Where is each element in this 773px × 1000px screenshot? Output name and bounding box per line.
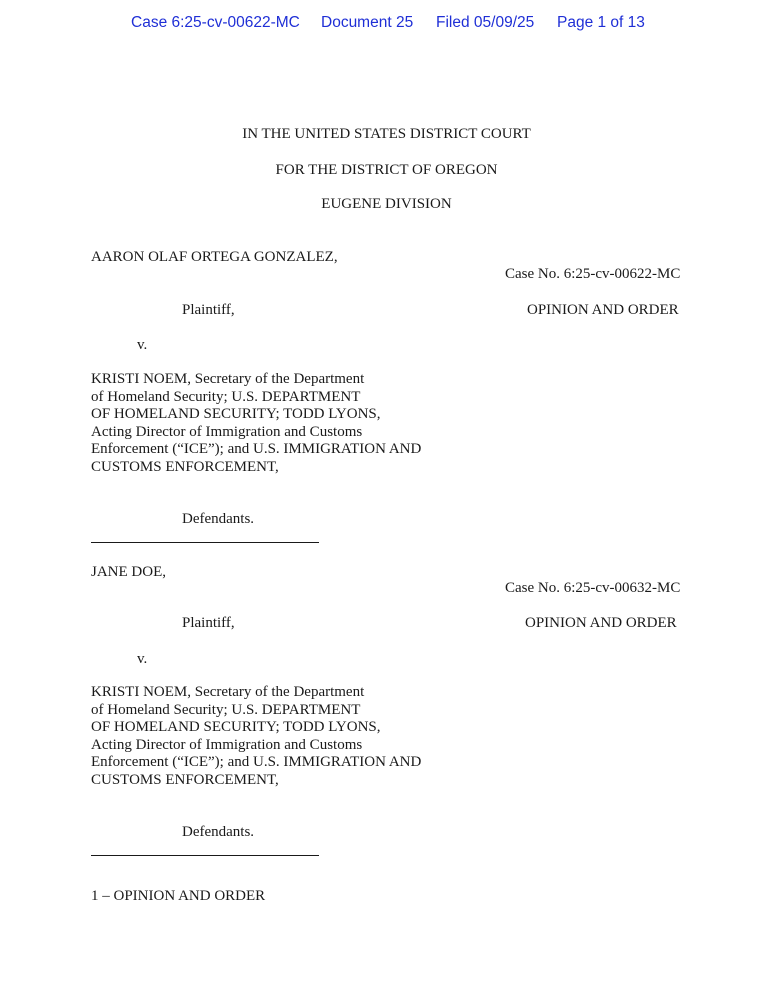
- caption1-defendants-line: OF HOMELAND SECURITY; TODD LYONS,: [91, 406, 381, 422]
- caption1-defendants-role: Defendants.: [182, 511, 255, 527]
- caption1-divider: [91, 542, 319, 543]
- caption2-defendants: [91, 684, 421, 789]
- caption2-defendants-line: CUSTOMS ENFORCEMENT,: [91, 771, 279, 788]
- caption2-defendants-line: Acting Director of Immigration and Customs: [91, 736, 363, 753]
- caption2-plaintiff-name: JANE DOE,: [91, 564, 166, 580]
- caption1-plaintiff-role: Plaintiff,: [182, 302, 235, 318]
- ecf-document-number: Document 25: [321, 14, 414, 31]
- caption1-plaintiff-name: AARON OLAF ORTEGA GONZALEZ,: [91, 249, 338, 265]
- court-name: IN THE UNITED STATES DISTRICT COURT: [242, 126, 531, 142]
- caption1-versus: v.: [137, 337, 148, 353]
- caption2-divider: [91, 855, 319, 856]
- caption2-defendants-line: of Homeland Security; U.S. DEPARTMENT: [91, 701, 361, 718]
- caption1-document-title: OPINION AND ORDER: [527, 302, 679, 318]
- caption1-defendants-line: of Homeland Security; U.S. DEPARTMENT: [91, 388, 361, 405]
- caption2-defendants-line: OF HOMELAND SECURITY; TODD LYONS,: [91, 719, 381, 735]
- caption2-defendants-line: Enforcement (“ICE”); and U.S. IMMIGRATION AND: [91, 754, 422, 770]
- caption2-case-number: Case No. 6:25-cv-00632-MC: [505, 580, 681, 596]
- page-footer: 1 – OPINION AND ORDER: [91, 888, 266, 904]
- ecf-filed-date: Filed 05/09/25: [436, 14, 535, 31]
- caption1-defendants-line: Acting Director of Immigration and Customs: [91, 423, 363, 440]
- court-district: FOR THE DISTRICT OF OREGON: [275, 162, 498, 178]
- court-division: EUGENE DIVISION: [321, 196, 452, 212]
- caption1-defendants-line: CUSTOMS ENFORCEMENT,: [91, 458, 279, 475]
- caption2-defendants-role: Defendants.: [182, 824, 255, 840]
- caption1-defendants-line: KRISTI NOEM, Secretary of the Department: [91, 371, 365, 387]
- ecf-case-number: Case 6:25-cv-00622-MC: [131, 14, 300, 31]
- caption1-defendants: [91, 371, 421, 476]
- caption2-plaintiff-role: Plaintiff,: [182, 615, 235, 631]
- caption1-case-number: Case No. 6:25-cv-00622-MC: [505, 266, 681, 282]
- caption2-versus: v.: [137, 651, 148, 667]
- caption2-defendants-line: KRISTI NOEM, Secretary of the Department: [91, 684, 365, 700]
- ecf-page-count: Page 1 of 13: [557, 14, 645, 31]
- caption1-defendants-line: Enforcement (“ICE”); and U.S. IMMIGRATION AND: [91, 441, 422, 457]
- caption2-document-title: OPINION AND ORDER: [525, 615, 677, 631]
